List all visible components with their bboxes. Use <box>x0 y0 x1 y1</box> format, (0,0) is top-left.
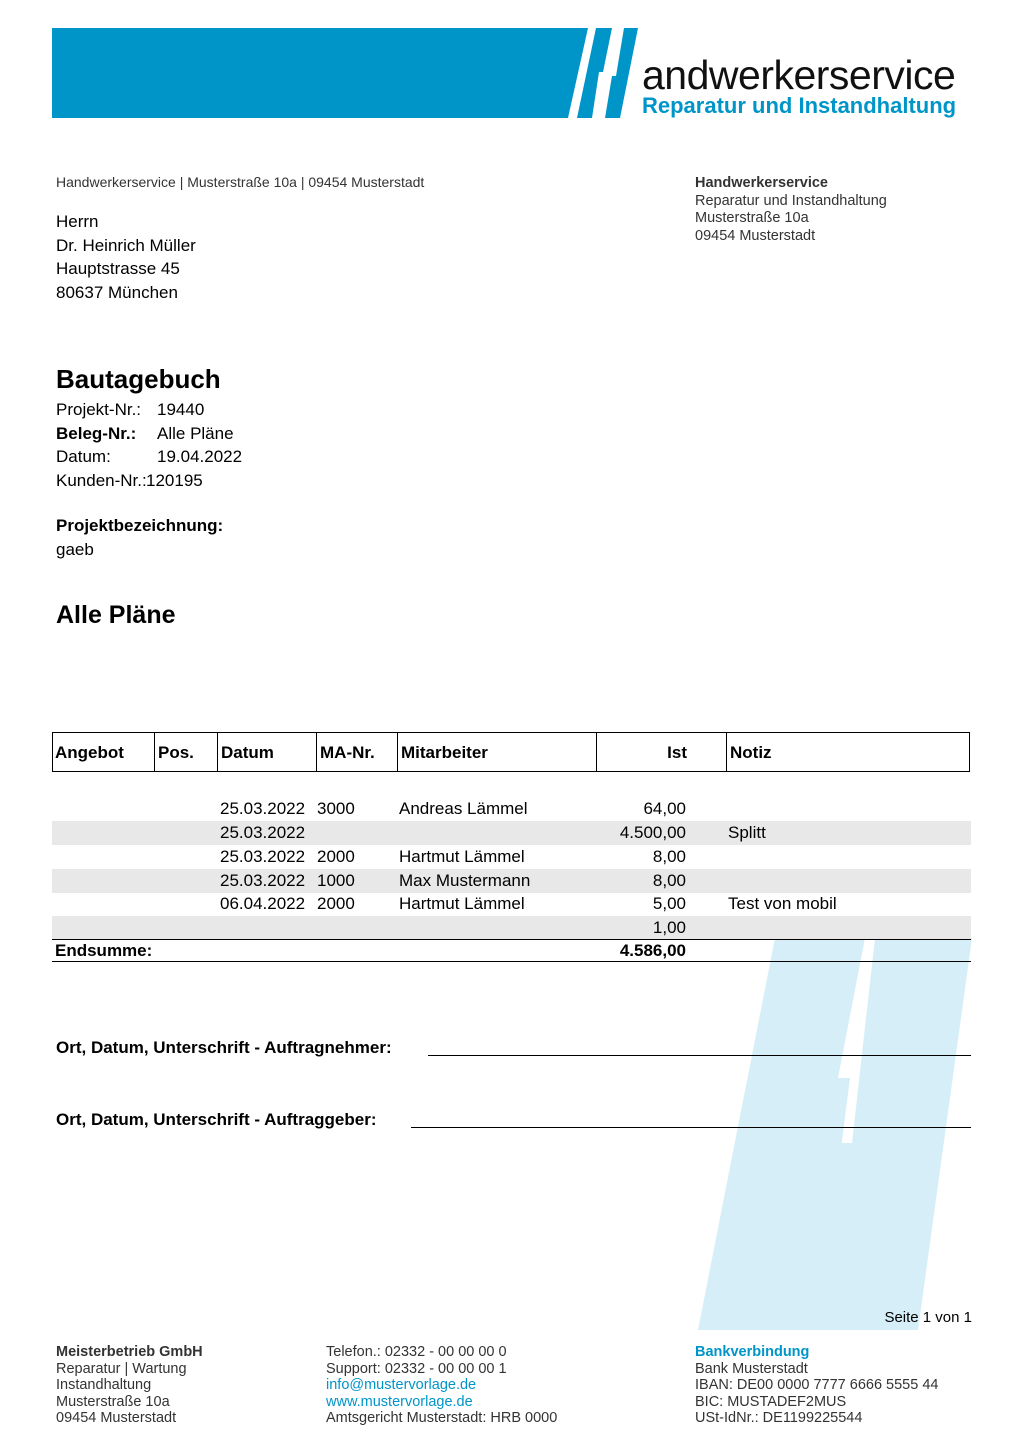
footer-line: BIC: MUSTADEF2MUS <box>695 1393 847 1410</box>
cell-ma-nr: 3000 <box>317 799 355 818</box>
meta-value: Alle Pläne <box>157 423 234 443</box>
recipient-name: Dr. Heinrich Müller <box>56 235 196 255</box>
footer-contact <box>326 1344 557 1427</box>
footer-company-name: Meisterbetrieb GmbH <box>56 1344 203 1360</box>
brand-tagline: Reparatur und Instandhaltung <box>642 93 957 118</box>
meta-value: 19440 <box>157 400 205 419</box>
column-header-notiz: Notiz <box>726 733 969 771</box>
column-header-datum: Datum <box>217 733 316 771</box>
cell-datum: 25.03.2022 <box>220 871 306 890</box>
document-title: Bautagebuch <box>56 364 221 394</box>
cell-datum: 25.03.2022 <box>220 799 306 818</box>
recipient-city: 80637 München <box>56 282 178 302</box>
table-row <box>52 892 971 916</box>
signature-contractor-label: Ort, Datum, Unterschrift - Auftragnehmer: <box>56 1038 392 1057</box>
cell-mitarbeiter: Max Mustermann <box>399 871 531 890</box>
table-row <box>52 845 971 869</box>
column-header-ist: Ist <box>596 733 727 771</box>
footer-phone: Telefon.: 02332 - 00 00 00 0 <box>326 1344 507 1360</box>
footer-court: Amtsgericht Musterstadt: HRB 0000 <box>326 1410 558 1426</box>
cell-mitarbeiter: Hartmut Lämmel <box>399 847 525 866</box>
cell-notiz: Splitt <box>728 823 766 842</box>
signature-contractor-line[interactable] <box>428 1055 971 1056</box>
cell-ist: 64,00 <box>643 799 686 818</box>
footer-bank <box>695 1344 938 1427</box>
footer-line: Instandhaltung <box>56 1377 152 1393</box>
cell-datum: 25.03.2022 <box>220 847 306 866</box>
section-title: Alle Pläne <box>56 601 176 629</box>
page-number: Seite 1 von 1 <box>884 1309 972 1326</box>
table-row <box>52 821 971 845</box>
header-banner <box>52 28 638 118</box>
footer-line: IBAN: DE00 0000 7777 6666 5555 44 <box>695 1377 939 1393</box>
recipient-salutation: Herrn <box>56 212 99 231</box>
footer-web-link[interactable]: www.mustervorlage.de <box>326 1393 473 1410</box>
total-row <box>52 939 971 962</box>
company-line: Reparatur und Instandhaltung <box>695 192 887 209</box>
company-name: Handwerkerservice <box>695 175 828 191</box>
footer-line: Musterstraße 10a <box>56 1393 170 1410</box>
company-address <box>695 175 887 245</box>
company-line: 09454 Musterstadt <box>695 227 816 244</box>
meta-label: Beleg-Nr.: <box>56 423 137 443</box>
cell-ma-nr: 2000 <box>317 847 355 866</box>
column-header-ma-nr: MA-Nr. <box>316 733 397 771</box>
meta-label: Datum: <box>56 447 111 466</box>
meta-value: 120195 <box>146 470 203 490</box>
footer-bank-title: Bankverbindung <box>695 1344 810 1360</box>
cell-datum: 06.04.2022 <box>220 894 306 913</box>
column-header-pos: Pos. <box>154 733 217 771</box>
project-designation-label: Projektbezeichnung: <box>56 516 224 535</box>
footer-line: 09454 Musterstadt <box>56 1410 177 1426</box>
company-line: Musterstraße 10a <box>695 210 809 226</box>
table-row <box>52 916 971 939</box>
footer-support: Support: 02332 - 00 00 00 1 <box>326 1360 507 1377</box>
header-banner-stripe-2 <box>605 28 638 118</box>
table-row <box>52 869 971 893</box>
cell-ist: 4.500,00 <box>619 823 686 842</box>
column-header-angebot: Angebot <box>55 743 124 762</box>
cell-ist: 8,00 <box>652 871 686 890</box>
total-label: Endsumme: <box>55 941 153 960</box>
cell-ma-nr: 1000 <box>317 871 355 890</box>
cell-ist: 8,00 <box>652 847 686 866</box>
cell-datum: 25.03.2022 <box>220 823 306 842</box>
recipient-address <box>56 210 196 304</box>
footer-company <box>56 1344 203 1427</box>
footer-line: Bank Musterstadt <box>695 1360 808 1377</box>
cell-mitarbeiter: Andreas Lämmel <box>399 799 528 818</box>
footer-line: USt-IdNr.: DE1199225544 <box>695 1410 863 1426</box>
sender-line: Handwerkerservice | Musterstraße 10a | 09454 Musterstadt <box>56 174 425 190</box>
recipient-street: Hauptstrasse 45 <box>56 259 180 278</box>
meta-value: 19.04.2022 <box>157 447 243 466</box>
table-row <box>52 797 971 821</box>
cell-ma-nr: 2000 <box>317 894 355 913</box>
cell-notiz: Test von mobil <box>728 894 837 913</box>
watermark-logo <box>690 938 980 1330</box>
meta-label: Projekt-Nr.: <box>56 400 142 419</box>
meta-label: Kunden-Nr.: <box>56 470 147 490</box>
cell-ist: 5,00 <box>652 894 686 913</box>
cell-ist: 1,00 <box>652 918 686 937</box>
column-header-mitarbeiter: Mitarbeiter <box>397 733 597 771</box>
project-designation-value: gaeb <box>56 540 94 559</box>
footer-email-link[interactable]: info@mustervorlage.de <box>326 1377 477 1393</box>
total-value: 4.586,00 <box>619 941 686 960</box>
brand-name: andwerkerservice <box>642 52 956 98</box>
header-banner-bar <box>52 28 588 118</box>
signature-client-label: Ort, Datum, Unterschrift - Auftraggeber: <box>56 1110 377 1129</box>
signature-client-line[interactable] <box>411 1127 971 1128</box>
footer-line: Reparatur | Wartung <box>56 1360 187 1377</box>
table-header <box>52 732 970 772</box>
cell-mitarbeiter: Hartmut Lämmel <box>399 894 525 913</box>
